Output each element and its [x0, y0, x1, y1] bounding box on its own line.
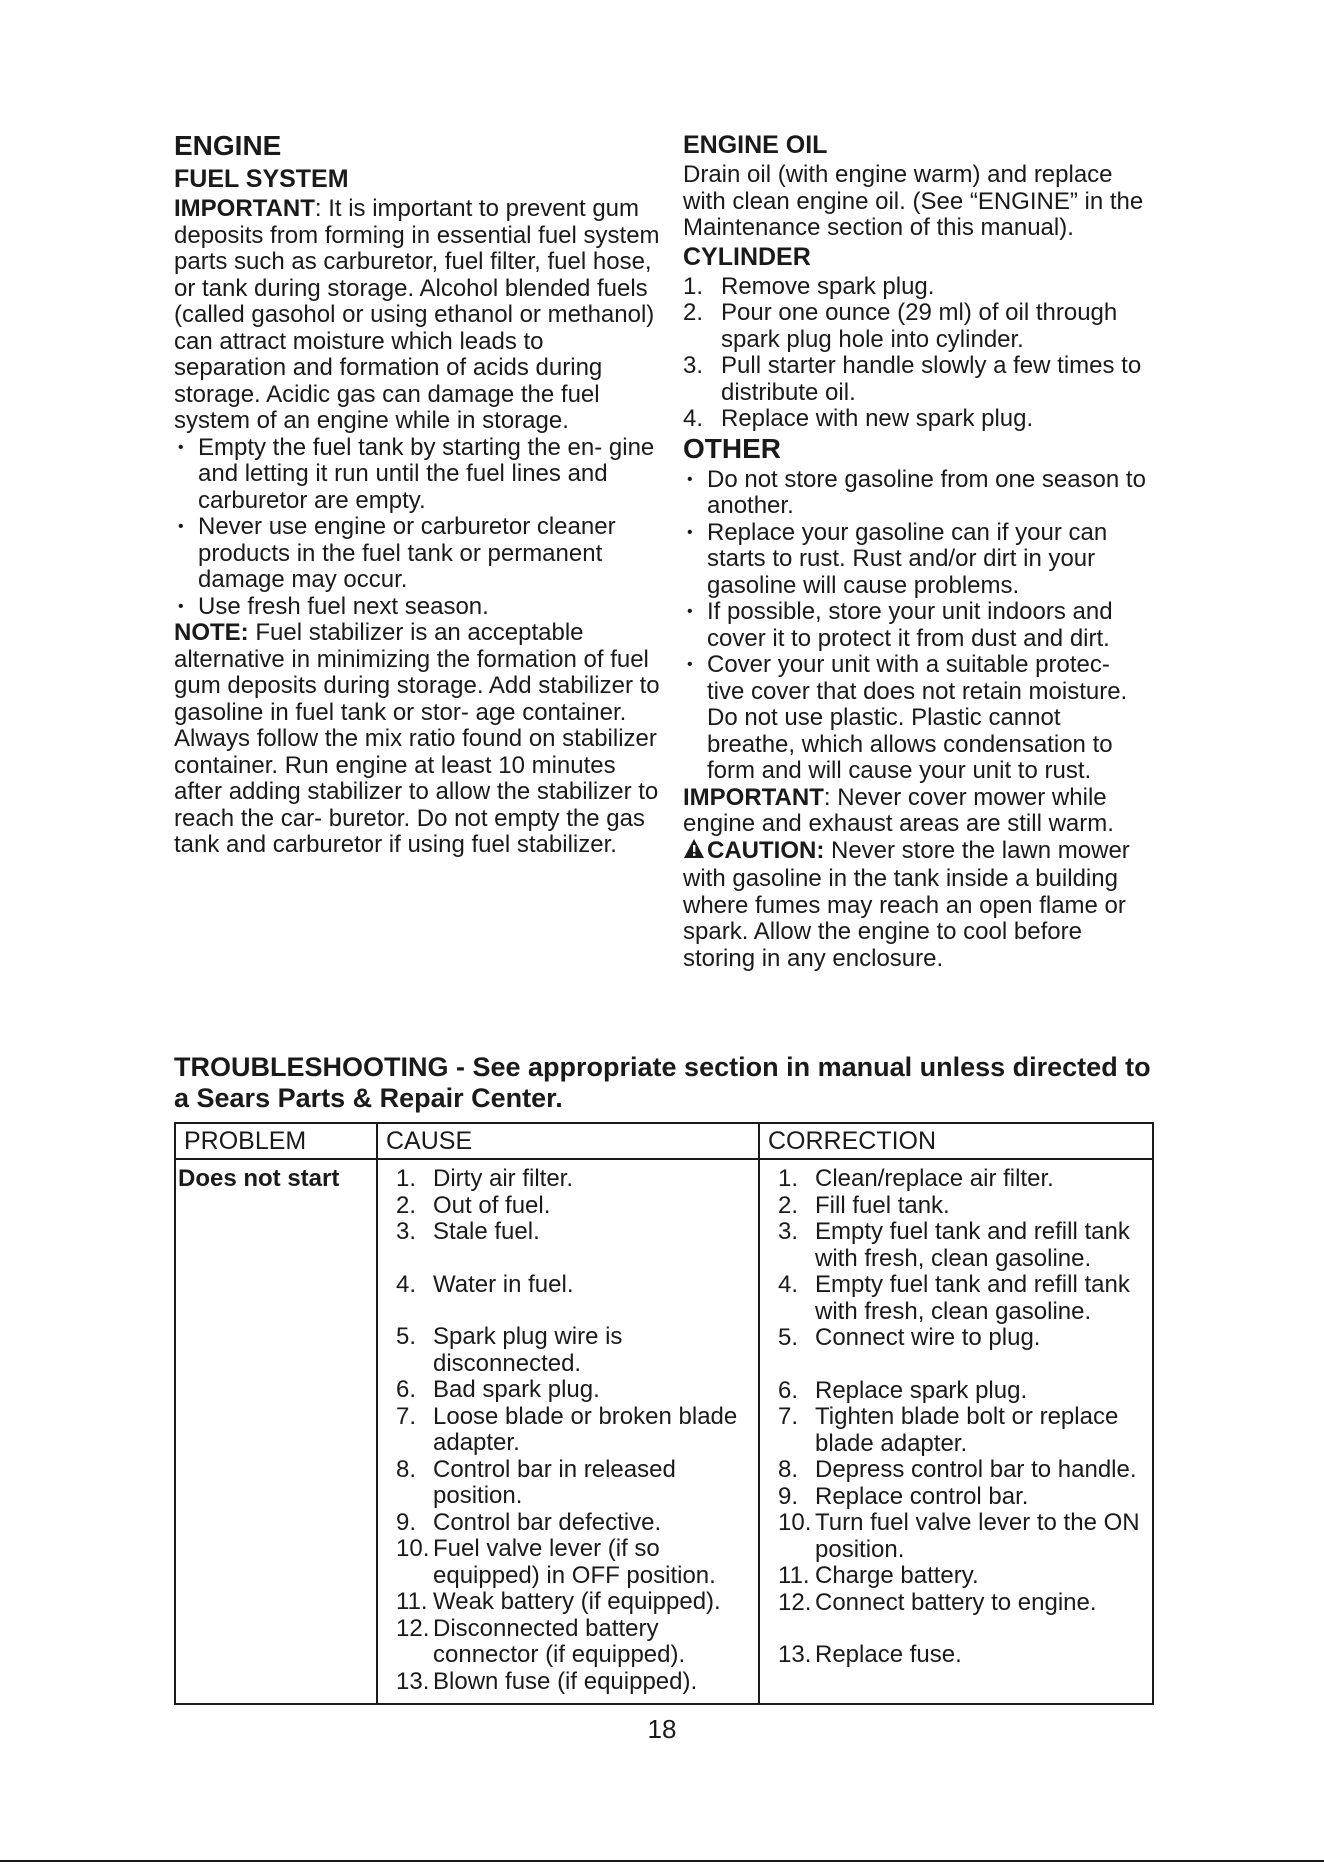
- item-number: 3.: [778, 1218, 799, 1245]
- list-item: [778, 1510, 1144, 1563]
- item-text: Fuel valve lever (if so equipped) in OFF position.: [433, 1535, 716, 1589]
- list-item: [778, 1272, 1144, 1325]
- item-text: Weak battery (if equipped).: [433, 1588, 721, 1615]
- bullet-item: • Cover your unit with a suitable protec- tive cover that does not retain moisture. Do not use plastic. Plastic cannot breathe, which allows condensation to form and will cause your unit to rust.: [683, 652, 1153, 785]
- bullet-item: • Do not store gasoline from one season to another.: [683, 467, 1153, 520]
- list-item: [396, 1536, 750, 1589]
- list-spacer: [396, 1298, 750, 1324]
- important-warm-paragraph: [683, 785, 1153, 838]
- cylinder-step: [683, 406, 1153, 433]
- list-item: [778, 1325, 1144, 1352]
- list-item: [396, 1324, 750, 1377]
- correction-list: [778, 1166, 1144, 1669]
- item-number: 1.: [396, 1165, 417, 1192]
- note-label: NOTE:: [174, 619, 249, 646]
- item-text: Clean/replace air filter.: [815, 1165, 1054, 1192]
- list-item: [778, 1457, 1144, 1484]
- item-text: Tighten blade bolt or replace blade adapter.: [815, 1403, 1119, 1457]
- list-item: [396, 1193, 750, 1220]
- important-label: IMPORTANT: [683, 783, 824, 811]
- other-bullets: [683, 467, 1153, 785]
- list-item: [778, 1484, 1144, 1511]
- list-item: [396, 1669, 750, 1696]
- engine-oil-text: Drain oil (with engine warm) and replace with clean engine oil. (See “ENGINE” in the Maintenance section of this manual).: [683, 161, 1144, 241]
- item-number: 12.: [396, 1614, 430, 1642]
- item-number: 4.: [396, 1270, 417, 1298]
- fuel-system-important-paragraph: [174, 196, 662, 435]
- list-spacer: [396, 1246, 750, 1272]
- list-item: [396, 1377, 750, 1404]
- fuel-system-bullets: [174, 435, 662, 621]
- cylinder-step: [683, 300, 1153, 353]
- item-number: 1.: [778, 1165, 799, 1192]
- list-item: [396, 1166, 750, 1193]
- item-number: 8.: [396, 1455, 417, 1483]
- item-number: 7.: [778, 1403, 799, 1430]
- caution-paragraph: [683, 838, 1153, 973]
- item-text: Out of fuel.: [433, 1191, 551, 1219]
- warning-triangle-icon: [683, 838, 705, 867]
- list-item: [396, 1457, 750, 1510]
- item-text: Depress control bar to handle.: [815, 1456, 1137, 1483]
- bullet-item: • If possible, store your unit indoors and cover it to protect it from dust and dirt.: [683, 599, 1153, 652]
- item-text: Connect battery to engine.: [815, 1588, 1097, 1616]
- step-number: 1.: [683, 272, 704, 300]
- item-number: 11.: [396, 1588, 428, 1615]
- page-number: 18: [647, 1714, 677, 1744]
- item-number: 6.: [778, 1376, 799, 1404]
- item-text: Control bar defective.: [433, 1508, 662, 1536]
- item-text: Control bar in released position.: [433, 1455, 676, 1509]
- fuel-system-heading: FUEL SYSTEM: [174, 165, 349, 193]
- item-number: 9.: [396, 1508, 417, 1536]
- table-row: [175, 1159, 1153, 1704]
- other-heading: OTHER: [683, 432, 781, 464]
- list-item: [778, 1193, 1144, 1220]
- item-number: 3.: [396, 1218, 417, 1245]
- item-number: 13.: [778, 1641, 812, 1668]
- problem-header: PROBLEM: [175, 1123, 377, 1159]
- step-number: 3.: [683, 352, 704, 379]
- item-text: Replace spark plug.: [815, 1376, 1028, 1404]
- list-item: [778, 1590, 1144, 1617]
- item-text: Fill fuel tank.: [815, 1191, 950, 1219]
- item-number: 13.: [396, 1667, 430, 1695]
- correction-cell: [759, 1159, 1153, 1704]
- item-number: 5.: [778, 1324, 799, 1351]
- engine-oil-heading: ENGINE OIL: [683, 131, 828, 159]
- item-number: 11.: [778, 1562, 810, 1589]
- cylinder-step: [683, 274, 1153, 301]
- list-spacer: [778, 1352, 1144, 1378]
- item-text: Replace fuse.: [815, 1641, 962, 1668]
- item-text: Connect wire to plug.: [815, 1324, 1041, 1351]
- cause-cell: [377, 1159, 759, 1704]
- item-text: Replace control bar.: [815, 1482, 1029, 1510]
- cylinder-steps: [683, 274, 1153, 433]
- item-number: 4.: [778, 1271, 799, 1298]
- table-header-row: [175, 1123, 1153, 1159]
- problem-cell: Does not start: [175, 1159, 377, 1704]
- troubleshooting-table: [174, 1122, 1154, 1705]
- item-text: Dirty air filter.: [433, 1165, 574, 1192]
- cylinder-heading: CYLINDER: [683, 242, 811, 271]
- bullet-item: • Never use engine or carburetor cleaner products in the fuel tank or permanent damage may occur.: [174, 514, 662, 594]
- list-item: [396, 1616, 750, 1669]
- bullet-item: • Replace your gasoline can if your can starts to rust. Rust and/or dirt in your gasoline will cause problems.: [683, 520, 1153, 600]
- important-label: IMPORTANT: [174, 195, 315, 222]
- list-item: [396, 1272, 750, 1299]
- caution-label: CAUTION:: [707, 836, 825, 864]
- item-number: 2.: [778, 1191, 799, 1219]
- step-number: 4.: [683, 405, 704, 432]
- engine-heading: ENGINE: [174, 130, 282, 161]
- important-text: : Never cover mower while engine and exhaust areas are still warm.: [683, 783, 1114, 837]
- item-text: Bad spark plug.: [433, 1376, 600, 1403]
- bottom-divider: [0, 1860, 1324, 1862]
- item-number: 5.: [396, 1323, 417, 1350]
- list-item: [778, 1378, 1144, 1405]
- list-item: [778, 1219, 1144, 1272]
- correction-header: CORRECTION: [759, 1123, 1153, 1159]
- list-item: [778, 1642, 1144, 1669]
- item-text: Disconnected battery connector (if equipped).: [433, 1614, 686, 1668]
- list-spacer: [778, 1616, 1144, 1642]
- step-text: Pour one ounce (29 ml) of oil through spark plug hole into cylinder.: [721, 299, 1118, 353]
- step-number: 2.: [683, 299, 704, 326]
- troubleshooting-title: TROUBLESHOOTING - See appropriate section in manual unless directed to a Sears Parts & Repair Center.: [174, 1052, 1151, 1113]
- bullet-item: • Empty the fuel tank by starting the en- gine and letting it run until the fuel lines and carburetor are empty.: [174, 435, 662, 515]
- step-text: Pull starter handle slowly a few times to distribute oil.: [721, 352, 1142, 406]
- left-column: [174, 130, 662, 859]
- item-text: Water in fuel.: [433, 1270, 574, 1298]
- cylinder-step: [683, 353, 1153, 406]
- item-text: Charge battery.: [815, 1562, 979, 1589]
- list-item: [778, 1404, 1144, 1457]
- list-item: [396, 1219, 750, 1246]
- item-text: Blown fuse (if equipped).: [433, 1667, 698, 1695]
- list-item: [778, 1166, 1144, 1193]
- note-paragraph: [174, 620, 662, 859]
- step-text: Replace with new spark plug.: [721, 405, 1034, 432]
- item-number: 8.: [778, 1456, 799, 1483]
- item-number: 10.: [778, 1509, 812, 1536]
- item-text: Loose blade or broken blade adapter.: [433, 1402, 738, 1456]
- list-item: [396, 1589, 750, 1616]
- item-number: 12.: [778, 1588, 812, 1616]
- list-item: [778, 1563, 1144, 1590]
- item-number: 2.: [396, 1191, 417, 1219]
- right-column: [683, 130, 1153, 972]
- note-text: Fuel stabilizer is an acceptable alternative in minimizing the formation of fuel gum deposits during storage. Add stabilizer to gasoline in fuel tank or stor- age container. Always follow the mix ratio found on stabilizer container. Run engine at least 10 minutes after adding stabilizer to allow the stabilizer to reach the car- buretor. Do not empty the gas tank and carburetor if using fuel stabilizer.: [174, 619, 660, 858]
- item-text: Empty fuel tank and refill tank with fresh, clean gasoline.: [815, 1218, 1130, 1272]
- step-text: Remove spark plug.: [721, 272, 935, 300]
- item-text: Spark plug wire is disconnected.: [433, 1323, 623, 1377]
- item-text: Empty fuel tank and refill tank with fresh, clean gasoline.: [815, 1271, 1130, 1325]
- item-number: 10.: [396, 1535, 430, 1562]
- bullet-item: • Use fresh fuel next season.: [174, 594, 662, 621]
- item-text: Stale fuel.: [433, 1218, 540, 1245]
- important-text: : It is important to prevent gum deposits from forming in essential fuel system parts such as carburetor, fuel filter, fuel hose, or tank during storage. Alcohol blended fuels (called gasohol or using ethanol or methanol) can attract moisture which leads to separation and formation of acids during storage. Acidic gas can damage the fuel system of an engine while in storage.: [174, 195, 660, 434]
- list-item: [396, 1404, 750, 1457]
- caution-text: Never store the lawn mower with gasoline in the tank inside a building where fumes may reach an open flame or spark. Allow the engine to cool before storing in any enclosure.: [683, 836, 1130, 972]
- item-number: 9.: [778, 1482, 799, 1510]
- cause-list: [396, 1166, 750, 1695]
- item-text: Turn fuel valve lever to the ON position.: [815, 1509, 1140, 1563]
- item-number: 7.: [396, 1402, 417, 1430]
- item-number: 6.: [396, 1376, 417, 1403]
- cause-header: CAUSE: [377, 1123, 759, 1159]
- list-item: [396, 1510, 750, 1537]
